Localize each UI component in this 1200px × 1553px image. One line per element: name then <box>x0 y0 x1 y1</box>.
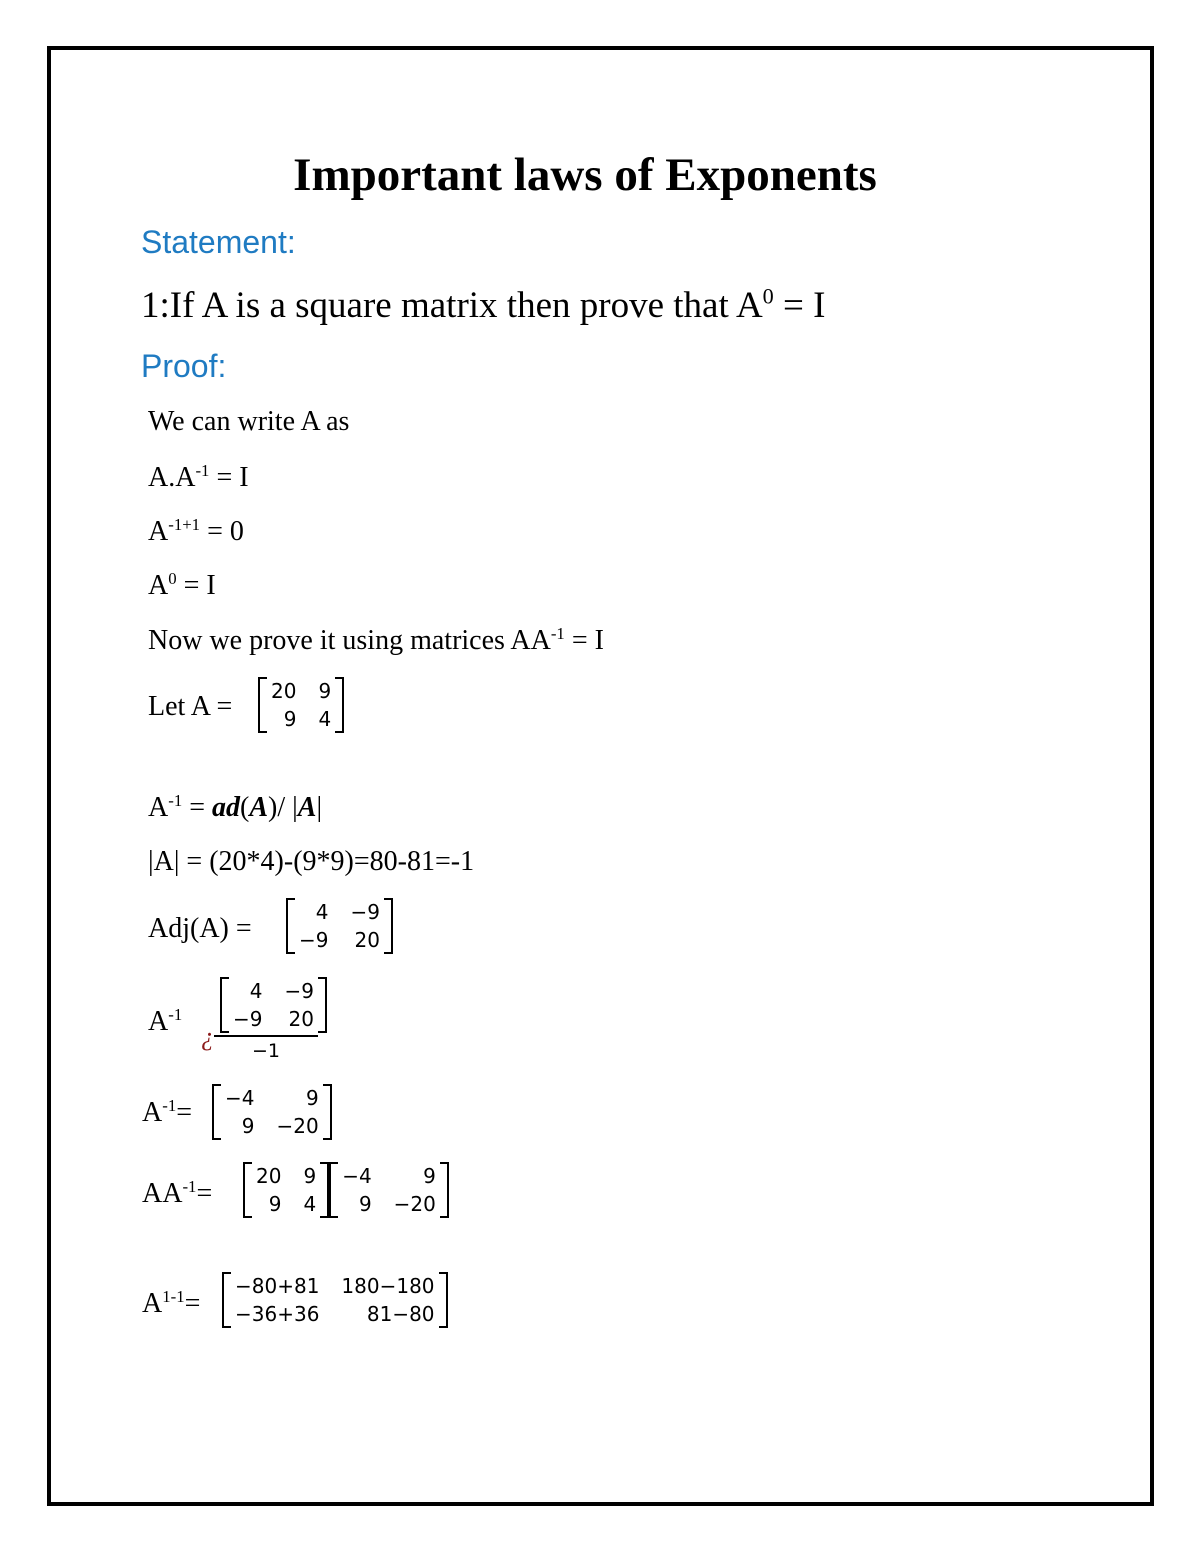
line13-a: A <box>142 1288 163 1319</box>
line13-b: = <box>184 1288 201 1319</box>
matrix-product <box>243 1162 449 1218</box>
proof-line-7 <box>148 792 322 824</box>
matrix-cell: 9 <box>423 1164 436 1188</box>
fraction-numerator <box>220 977 327 1033</box>
proof-line-5 <box>148 625 604 657</box>
page-title: Important laws of Exponents <box>293 149 877 201</box>
line2-a: A.A <box>148 462 196 493</box>
matrix-grid <box>267 677 335 733</box>
line2-sup: -1 <box>195 460 210 480</box>
proof-line-11 <box>142 1097 192 1129</box>
matrix <box>212 1084 332 1140</box>
proof-line-2 <box>148 462 249 494</box>
matrix-cell: −80+81 <box>235 1274 320 1298</box>
matrix-cell: 180−180 <box>341 1274 435 1298</box>
matrix-grid <box>252 1162 320 1218</box>
matrix-cell: −9 <box>233 1007 263 1031</box>
line10-a: A <box>148 1006 169 1037</box>
matrix <box>329 1162 449 1218</box>
proof-line-13 <box>142 1288 200 1320</box>
statement-suffix: = I <box>773 285 826 326</box>
fraction-denominator: −1 <box>252 1040 281 1062</box>
inverted-question-glyph: ¿ <box>201 1022 214 1051</box>
matrix-cell: 81−80 <box>366 1302 435 1326</box>
matrix <box>220 977 327 1033</box>
right-bracket <box>384 898 393 954</box>
matrix-cell: 20 <box>288 1007 314 1031</box>
line3-b: = 0 <box>200 516 244 547</box>
right-bracket <box>318 977 327 1033</box>
line7-bold-a: A <box>249 792 269 823</box>
line10-sup: -1 <box>168 1004 183 1024</box>
matrix-cell: 20 <box>256 1164 282 1188</box>
matrix-cell: 9 <box>358 1192 372 1216</box>
matrix-cell: −9 <box>299 928 329 952</box>
right-bracket <box>320 1162 329 1218</box>
matrix-grid <box>295 898 384 954</box>
line7-sup: -1 <box>168 790 183 810</box>
left-bracket <box>220 977 229 1033</box>
right-bracket <box>335 677 344 733</box>
matrix-cell: −20 <box>393 1192 436 1216</box>
left-bracket <box>329 1162 338 1218</box>
matrix-grid <box>338 1162 440 1218</box>
statement-heading: Statement: <box>141 224 296 260</box>
matrix-grid <box>229 977 318 1033</box>
line3-a: A <box>148 516 169 547</box>
matrix-grid <box>231 1272 439 1328</box>
matrix-cell: −36+36 <box>235 1302 320 1326</box>
line3-sup: -1+1 <box>168 514 201 534</box>
matrix-cell: 20 <box>354 928 380 952</box>
line12-a: AA <box>142 1178 183 1209</box>
matrix <box>243 1162 329 1218</box>
line7-paren-a: ( <box>240 792 250 823</box>
matrix-grid <box>221 1084 323 1140</box>
line5-b: = I <box>564 625 604 656</box>
line11-sup: -1 <box>162 1095 177 1115</box>
line7-paren-b: )/ | <box>268 792 298 823</box>
line7-a: A <box>148 792 169 823</box>
matrix-cell: −9 <box>350 900 380 924</box>
matrix-cell: 9 <box>268 1192 282 1216</box>
line4-sup: 0 <box>168 568 177 588</box>
matrix <box>258 677 344 733</box>
matrix-cell: −20 <box>276 1114 319 1138</box>
line11-a: A <box>142 1097 163 1128</box>
matrix-cell: −4 <box>342 1164 372 1188</box>
line13-sup: 1-1 <box>162 1286 185 1306</box>
matrix-cell: 9 <box>303 1164 317 1188</box>
left-bracket <box>243 1162 252 1218</box>
right-bracket <box>440 1162 449 1218</box>
matrix-cell: −4 <box>225 1086 255 1110</box>
proof-line-8: |A| = (20*4)-(9*9)=80-81=-1 <box>148 846 475 877</box>
proof-heading: Proof: <box>141 348 227 384</box>
right-bracket <box>439 1272 448 1328</box>
line2-b: = I <box>209 462 249 493</box>
matrix <box>286 898 393 954</box>
statement-text <box>141 284 825 327</box>
matrix-cell: 9 <box>305 1086 319 1110</box>
left-bracket <box>258 677 267 733</box>
matrix-cell: 9 <box>283 707 297 731</box>
line4-b: = I <box>176 570 216 601</box>
matrix-a <box>258 677 344 733</box>
matrix-cell: −9 <box>284 979 314 1003</box>
proof-line-10 <box>148 1006 182 1038</box>
matrix-cell: 4 <box>303 1192 317 1216</box>
matrix-result <box>222 1272 448 1328</box>
matrix-cell: 20 <box>271 679 297 703</box>
line7-bold-a2: A <box>297 792 317 823</box>
matrix-a-inverse <box>212 1084 332 1140</box>
line7-bar: | <box>316 792 323 823</box>
matrix-adj-a <box>286 898 393 954</box>
fraction-bar <box>214 1035 318 1037</box>
line11-b: = <box>176 1097 193 1128</box>
matrix-cell: 4 <box>249 979 263 1003</box>
line7-adj: ad <box>212 792 241 823</box>
line12-b: = <box>196 1178 213 1209</box>
proof-line-12 <box>142 1178 212 1210</box>
line4-a: A <box>148 570 169 601</box>
left-bracket <box>212 1084 221 1140</box>
matrix-cell: 4 <box>318 707 332 731</box>
adj-label: Adj(A) = <box>148 913 252 944</box>
left-bracket <box>222 1272 231 1328</box>
matrix <box>222 1272 448 1328</box>
matrix-cell: 9 <box>318 679 332 703</box>
proof-line-1: We can write A as <box>148 406 350 437</box>
page-border <box>47 46 1154 1506</box>
statement-sup: 0 <box>762 283 774 309</box>
right-bracket <box>323 1084 332 1140</box>
line12-sup: -1 <box>182 1176 197 1196</box>
line7-b: = <box>182 792 213 823</box>
left-bracket <box>286 898 295 954</box>
matrix-cell: 9 <box>241 1114 255 1138</box>
let-a-label: Let A = <box>148 691 233 722</box>
proof-line-3 <box>148 516 244 548</box>
proof-line-4 <box>148 570 216 602</box>
statement-prefix: 1:If A is a square matrix then prove that A <box>141 285 763 326</box>
line5-sup: -1 <box>550 623 565 643</box>
line5-a: Now we prove it using matrices AA <box>148 625 551 656</box>
matrix-cell: 4 <box>315 900 329 924</box>
